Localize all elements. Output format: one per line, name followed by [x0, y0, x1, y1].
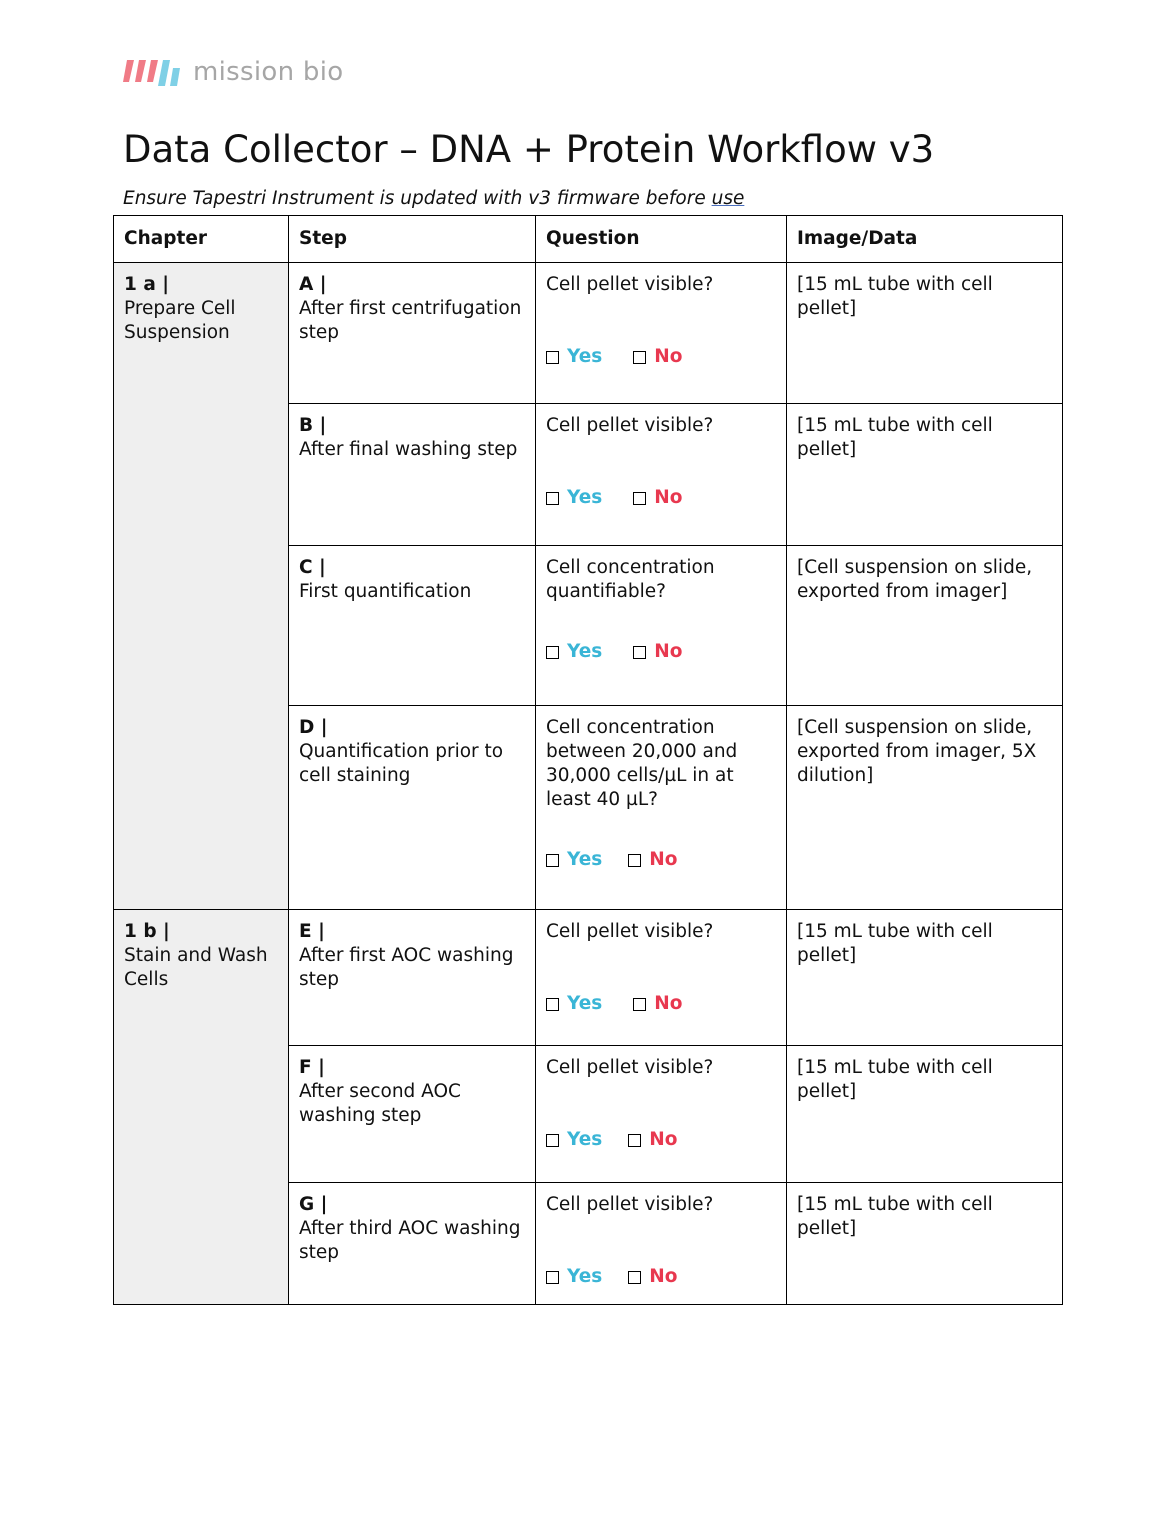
image-data-cell: [15 mL tube with cell pellet] [787, 263, 1063, 404]
chapter-id: 1 a | [124, 274, 169, 295]
step-cell [289, 1183, 536, 1305]
checkbox-icon[interactable] [628, 1134, 641, 1147]
checkbox-icon[interactable] [628, 854, 641, 867]
step-id: G | [299, 1194, 328, 1215]
data-collector-table [113, 215, 1063, 1305]
no-option[interactable] [628, 1265, 677, 1289]
checkbox-icon[interactable] [633, 351, 646, 364]
step-text: After first centrifugation step [299, 298, 522, 343]
answer-options [546, 992, 776, 1016]
image-data-cell: [15 mL tube with cell pellet] [787, 1046, 1063, 1183]
no-option[interactable] [633, 640, 682, 664]
image-data-cell: [15 mL tube with cell pellet] [787, 1183, 1063, 1305]
no-option[interactable] [633, 486, 682, 510]
checkbox-icon[interactable] [546, 1134, 559, 1147]
no-label: No [654, 487, 683, 508]
yes-option[interactable] [546, 992, 602, 1016]
yes-option[interactable] [546, 345, 602, 369]
question-cell [536, 706, 787, 910]
header-chapter: Chapter [114, 216, 289, 263]
answer-options [546, 345, 776, 369]
question-cell [536, 1046, 787, 1183]
table-header-row [114, 216, 1063, 263]
no-label: No [654, 346, 683, 367]
checkbox-icon[interactable] [546, 646, 559, 659]
subtitle-underlined-word: use [711, 188, 745, 209]
step-cell [289, 263, 536, 404]
yes-option[interactable] [546, 486, 602, 510]
step-cell [289, 546, 536, 706]
checkbox-icon[interactable] [546, 492, 559, 505]
answer-options [546, 640, 776, 664]
header-question: Question [536, 216, 787, 263]
step-id: E | [299, 921, 325, 942]
yes-option[interactable] [546, 1265, 602, 1289]
chapter-cell [114, 910, 289, 1305]
yes-option[interactable] [546, 848, 602, 872]
checkbox-icon[interactable] [546, 998, 559, 1011]
question-cell [536, 910, 787, 1046]
question-cell [536, 404, 787, 546]
step-cell [289, 404, 536, 546]
step-text: After final washing step [299, 439, 518, 460]
answer-options [546, 1128, 776, 1152]
step-cell [289, 706, 536, 910]
checkbox-icon[interactable] [633, 998, 646, 1011]
page-title: Data Collector – DNA + Protein Workflow v3 [123, 128, 935, 171]
question-text: Cell concentration between 20,000 and 30,000 cells/µL in at least 40 µL? [546, 717, 738, 810]
step-text: First quantification [299, 581, 472, 602]
no-label: No [649, 1129, 678, 1150]
answer-options [546, 486, 776, 510]
step-id: F | [299, 1057, 325, 1078]
step-text: After second AOC washing step [299, 1081, 461, 1126]
table-row [114, 910, 1063, 1046]
question-text: Cell pellet visible? [546, 921, 714, 942]
no-label: No [654, 993, 683, 1014]
chapter-name: Prepare Cell Suspension [124, 298, 236, 343]
answer-options [546, 848, 776, 872]
no-label: No [649, 849, 678, 870]
chapter-id: 1 b | [124, 921, 170, 942]
step-id: D | [299, 717, 328, 738]
question-text: Cell pellet visible? [546, 1057, 714, 1078]
logo-mark-icon [123, 54, 183, 90]
image-data-cell: [Cell suspension on slide, exported from imager] [787, 546, 1063, 706]
question-text: Cell pellet visible? [546, 1194, 714, 1215]
yes-option[interactable] [546, 1128, 602, 1152]
yes-label: Yes [567, 641, 603, 662]
yes-label: Yes [567, 993, 603, 1014]
image-data-cell: [Cell suspension on slide, exported from imager, 5X dilution] [787, 706, 1063, 910]
step-text: After first AOC washing step [299, 945, 514, 990]
mission-bio-logo [123, 54, 343, 90]
question-text: Cell pellet visible? [546, 415, 714, 436]
no-label: No [654, 641, 683, 662]
image-data-cell: [15 mL tube with cell pellet] [787, 910, 1063, 1046]
table-row [114, 263, 1063, 404]
no-option[interactable] [628, 1128, 677, 1152]
question-cell [536, 1183, 787, 1305]
step-id: B | [299, 415, 327, 436]
checkbox-icon[interactable] [546, 1271, 559, 1284]
question-cell [536, 263, 787, 404]
header-image-data: Image/Data [787, 216, 1063, 263]
question-text: Cell concentration quantifiable? [546, 557, 715, 602]
checkbox-icon[interactable] [546, 854, 559, 867]
no-option[interactable] [633, 345, 682, 369]
checkbox-icon[interactable] [633, 646, 646, 659]
yes-label: Yes [567, 487, 603, 508]
no-option[interactable] [633, 992, 682, 1016]
yes-label: Yes [567, 1129, 603, 1150]
yes-option[interactable] [546, 640, 602, 664]
step-text: After third AOC washing step [299, 1218, 521, 1263]
yes-label: Yes [567, 346, 603, 367]
chapter-cell [114, 263, 289, 910]
page-subtitle [123, 186, 744, 212]
step-text: Quantification prior to cell staining [299, 741, 504, 786]
header-step: Step [289, 216, 536, 263]
step-cell [289, 1046, 536, 1183]
step-id: C | [299, 557, 326, 578]
chapter-name: Stain and Wash Cells [124, 945, 268, 990]
step-cell [289, 910, 536, 1046]
step-id: A | [299, 274, 327, 295]
question-cell [536, 546, 787, 706]
checkbox-icon[interactable] [633, 492, 646, 505]
checkbox-icon[interactable] [628, 1271, 641, 1284]
no-option[interactable] [628, 848, 677, 872]
answer-options [546, 1265, 776, 1289]
subtitle-text: Ensure Tapestri Instrument is updated with v3 firmware before [123, 188, 712, 209]
image-data-cell: [15 mL tube with cell pellet] [787, 404, 1063, 546]
no-label: No [649, 1266, 678, 1287]
logo-text: mission bio [193, 57, 344, 87]
yes-label: Yes [567, 849, 603, 870]
question-text: Cell pellet visible? [546, 274, 714, 295]
checkbox-icon[interactable] [546, 351, 559, 364]
yes-label: Yes [567, 1266, 603, 1287]
